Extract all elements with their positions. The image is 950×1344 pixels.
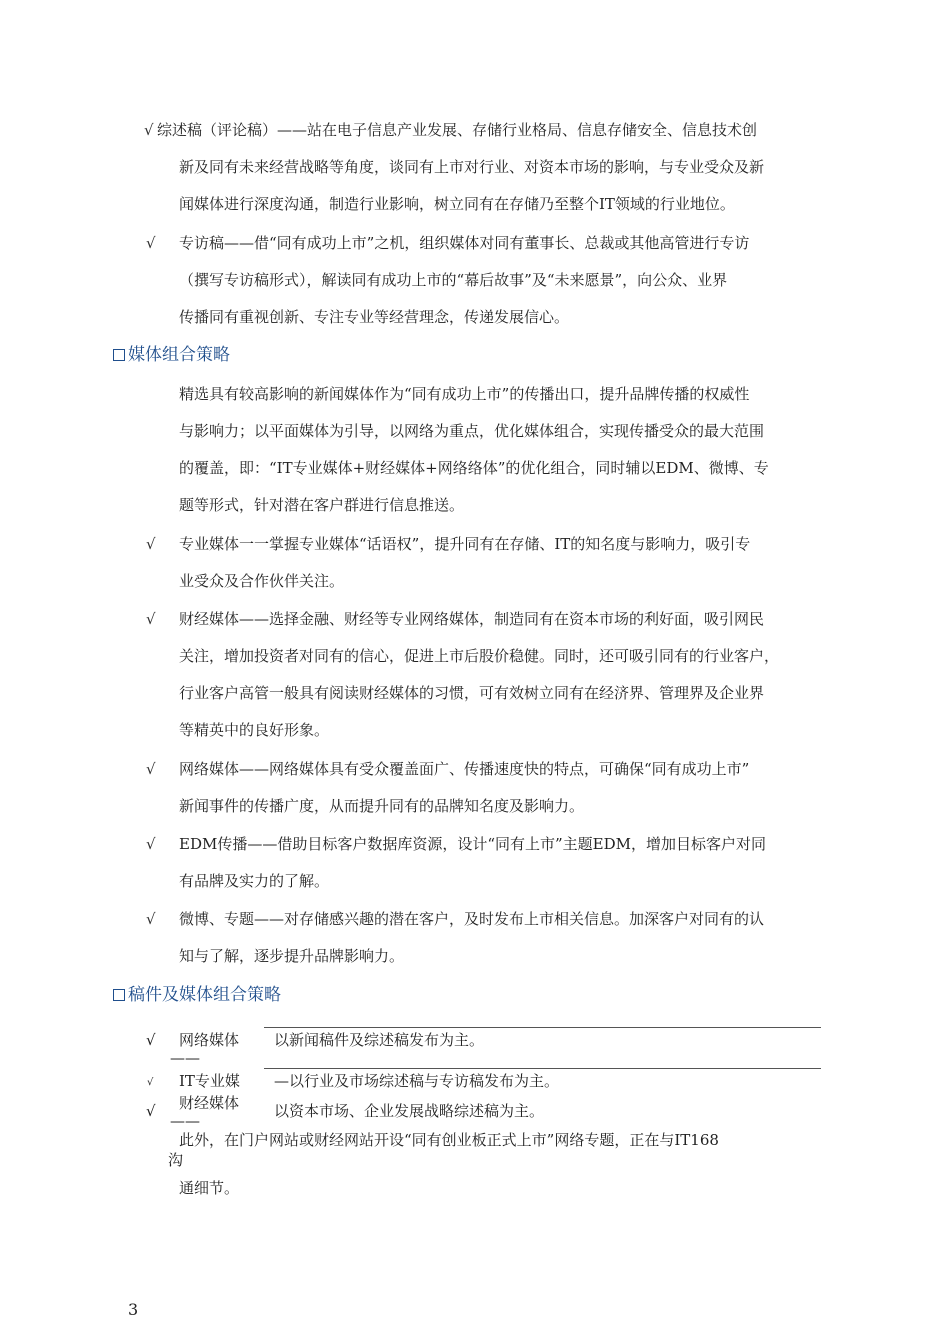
row-desc-online: 以新闻稿件及综述稿发布为主。 <box>274 1031 485 1049</box>
text-line: 行业客户高管一般具有阅读财经媒体的习惯，可有效树立同有在经济界、管理界及企业界 <box>179 684 765 702</box>
text-line: 闻媒体进行深度沟通，制造行业影响，树立同有在存储乃至整个IT领域的行业地位。 <box>179 195 735 213</box>
text-line: 关注，增加投资者对同有的信心，促进上市后股价稳健。同时，还可吸引同有的行业客户， <box>179 647 780 665</box>
table-rule-top <box>264 1027 821 1028</box>
text-line: 业受众及合作伙伴关注。 <box>179 572 345 590</box>
check-mark: √ <box>146 610 156 628</box>
heading-text: 媒体组合策略 <box>128 345 230 365</box>
text-line: 知与了解，逐步提升品牌影响力。 <box>179 947 405 965</box>
closing-line-2: 通细节。 <box>179 1179 240 1197</box>
media-item-weibo <box>179 901 764 975</box>
text-line: 网络媒体——网络媒体具有受众覆盖面广、传播速度快的特点，可确保“同有成功上市” <box>179 760 750 778</box>
row-desc-finance: 以资本市场、企业发展战略综述稿为主。 <box>274 1102 545 1120</box>
media-item-online <box>179 751 749 825</box>
closing-line-1b: 沟 <box>168 1151 184 1169</box>
text-line: 传播同有重视创新、专注专业等经营理念，传递发展信心。 <box>179 308 570 326</box>
text-line: 新闻事件的传播广度，从而提升同有的品牌知名度及影响力。 <box>179 797 585 815</box>
text-line: 精选具有较高影响的新闻媒体作为“同有成功上市”的传播出口，提升品牌传播的权威性 <box>179 385 750 403</box>
check-mark: √ <box>146 1102 156 1120</box>
media-item-professional <box>179 526 750 600</box>
text-line: 微博、专题——对存储感兴趣的潜在客户，及时发布上市相关信息。加深客户对同有的认 <box>179 910 765 928</box>
page-number: 3 <box>128 1300 139 1319</box>
row-name-finance: 财经媒体 <box>179 1094 240 1112</box>
media-intro-paragraph <box>179 376 769 524</box>
text-line: 专业媒体一一掌握专业媒体“话语权”，提升同有在存储、IT的知名度与影响力，吸引专 <box>179 535 751 553</box>
check-mark: √ <box>146 910 156 928</box>
media-item-finance <box>179 601 779 749</box>
text-line: 与影响力；以平面媒体为引导，以网络为重点，优化媒体组合，实现传播受众的最大范围 <box>179 422 765 440</box>
text-line: 有品牌及实力的了解。 <box>179 872 330 890</box>
section-heading-media <box>113 340 230 370</box>
row-name-online: 网络媒体 <box>179 1031 240 1049</box>
text-line: 的覆盖，即：“IT专业媒体+财经媒体+网络络体”的优化组合，同时辅以EDM、微博、专 <box>179 459 769 477</box>
check-mark: √ <box>146 234 156 252</box>
row-dash: —— <box>170 1112 200 1130</box>
checkbox-square-icon <box>113 349 125 361</box>
check-mark: √ <box>146 1031 156 1049</box>
text-line: 专访稿——借“同有成功上市”之机，组织媒体对同有董事长、总裁或其他高管进行专访 <box>179 234 750 252</box>
check-mark: √ <box>146 835 156 853</box>
table-rule-middle <box>264 1068 821 1069</box>
text-line: 题等形式，针对潜在客户群进行信息推送。 <box>179 496 465 514</box>
row-name-it: IT专业媒 <box>179 1072 240 1090</box>
section-heading-combo <box>113 980 281 1010</box>
text-line: 新及同有未来经营战略等角度，谈同有上市对行业、对资本市场的影响，与专业受众及新 <box>179 158 765 176</box>
heading-text: 稿件及媒体组合策略 <box>128 985 281 1005</box>
media-item-edm <box>179 826 766 900</box>
text-line: EDM传播——借助目标客户数据库资源，设计“同有上市”主题EDM，增加目标客户对同 <box>179 835 767 853</box>
closing-line-1: 此外，在门户网站或财经网站开设“同有创业板正式上市”网络专题，正在与IT168 <box>179 1131 719 1149</box>
text-line: 等精英中的良好形象。 <box>179 721 330 739</box>
checkbox-square-icon <box>113 989 125 1001</box>
row-dash: —— <box>170 1049 200 1067</box>
text-line: 财经媒体——选择金融、财经等专业网络媒体，制造同有在资本市场的利好面，吸引网民 <box>179 610 765 628</box>
check-mark: √ <box>147 1077 154 1088</box>
text-line: （撰写专访稿形式），解读同有成功上市的“幕后故事”及“未来愿景”，向公众、业界 <box>179 271 728 289</box>
review-draft-paragraph <box>157 112 764 223</box>
row-desc-it: —以行业及市场综述稿与专访稿发布为主。 <box>274 1072 560 1090</box>
check-mark: √ <box>144 121 154 139</box>
check-mark: √ <box>146 535 156 553</box>
check-mark: √ <box>146 760 156 778</box>
text-line: 综述稿（评论稿）——站在电子信息产业发展、存储行业格局、信息存储安全、信息技术创 <box>157 121 758 139</box>
interview-draft-paragraph <box>179 225 749 336</box>
